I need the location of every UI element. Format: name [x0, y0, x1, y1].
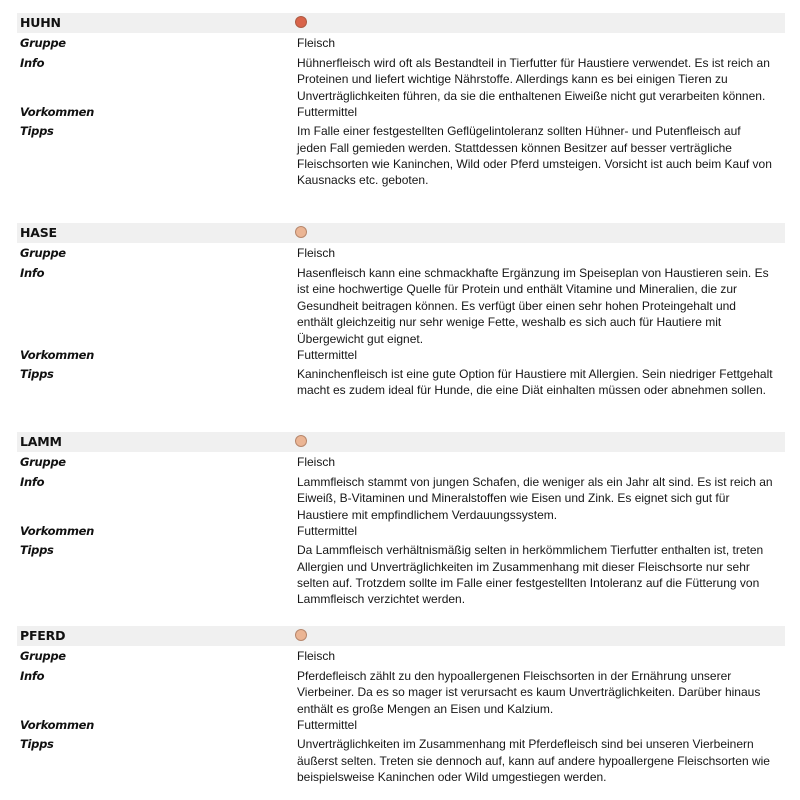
value-info: Lammfleisch stammt von jungen Schafen, die weniger als ein Jahr alt sind. Es ist reich an Eiweiß, B-Vitaminen und Mineralstoffen wie Eisen und Zink. Es eignet sich gut für Haustiere mit empfindlichem Verdauungssystem.: [297, 475, 773, 522]
row-vorkommen: [17, 347, 785, 363]
indicator-dot-icon: [295, 435, 307, 447]
label-tipps: Tipps: [20, 543, 54, 558]
value-tipps: Kaninchenfleisch ist eine gute Option für Haustiere mit Allergien. Sein niedriger Fettgehalt macht es zudem ideal für Hunde, die eine Diät einhalten müssen oder abnehmen sollen.: [297, 367, 773, 398]
entry-title: LAMM: [20, 434, 62, 449]
indicator-dot-icon: [295, 16, 307, 28]
label-info: Info: [20, 266, 45, 280]
row-tipps: [17, 120, 785, 189]
entry-hase: [17, 223, 785, 399]
row-tipps: [17, 363, 785, 399]
entry-header: [17, 626, 785, 646]
indicator-dot-icon: [295, 226, 307, 238]
entry-lamm: [17, 432, 785, 608]
value-gruppe: Fleisch: [297, 246, 336, 260]
row-info: [17, 665, 785, 717]
label-gruppe: Gruppe: [20, 455, 66, 469]
label-tipps: Tipps: [20, 737, 54, 752]
label-gruppe: Gruppe: [20, 649, 66, 663]
value-gruppe: Fleisch: [297, 36, 336, 50]
value-tipps: Im Falle einer festgestellten Geflügelintoleranz sollten Hühner- und Putenfleisch auf jeden Fall gemieden werden. Stattdessen können Besitzer auf besser verträgliche Fleischsorten wie Kaninchen, Wild oder Pferd umsteigen. Vorsicht ist auch beim Kauf von Kausnacks etc. geboten.: [297, 124, 772, 188]
label-info: Info: [20, 475, 45, 489]
row-tipps: [17, 539, 785, 608]
row-gruppe: [17, 452, 785, 471]
value-info: Hühnerfleisch wird oft als Bestandteil in Tierfutter für Haustiere verwendet. Es ist reich an Proteinen und liefert wichtige Nährstoffe. Allerdings kann es bei einigen Tieren zu Unverträglichkeiten führen, da sie die enthaltenen Eiweiße nicht gut verarbeiten können.: [297, 56, 770, 103]
label-tipps: Tipps: [20, 124, 54, 139]
row-info: [17, 471, 785, 523]
label-info: Info: [20, 669, 45, 683]
value-info: Pferdefleisch zählt zu den hypoallergenen Fleischsorten in der Ernährung unserer Vierbeiner. Da es so mager ist verursacht es kaum Unverträglichkeiten. Darüber hinaus enthält es große Mengen an Eisen und Kalzium.: [297, 669, 761, 716]
row-info: [17, 262, 785, 347]
row-gruppe: [17, 243, 785, 262]
indicator-dot-icon: [295, 629, 307, 641]
label-tipps: Tipps: [20, 367, 54, 382]
row-tipps: [17, 733, 785, 785]
row-info: [17, 52, 785, 104]
label-gruppe: Gruppe: [20, 246, 66, 260]
label-info: Info: [20, 56, 45, 70]
row-gruppe: [17, 646, 785, 665]
value-info: Hasenfleisch kann eine schmackhafte Ergänzung im Speiseplan von Haustieren sein. Es ist eine hochwertige Quelle für Protein und enthält Vitamine und Mineralien, die zur Gesundheit beitragen können. Es verfügt über einen sehr hohen Proteingehalt und enthält gleichzeitig nur sehr wenige Fette, weshalb es sich auch für Hautiere mit Übergewicht gut eignet.: [297, 266, 769, 346]
value-vorkommen: Futtermittel: [297, 524, 358, 539]
entry-pferd: [17, 626, 785, 785]
entry-huhn: [17, 13, 785, 189]
label-gruppe: Gruppe: [20, 36, 66, 50]
value-vorkommen: Futtermittel: [297, 105, 358, 120]
value-tipps: Da Lammfleisch verhältnismäßig selten in herkömmlichem Tierfutter enthalten ist, treten Allergien und Unverträglichkeiten im Zusammenhang mit dieser Fleischsorte nur sehr selten auf. Trotzdem sollte im Falle einer festgestellten Intoleranz auf die Fütterung von Lammfleisch verzichtet werden.: [297, 543, 764, 607]
label-vorkommen: Vorkommen: [20, 105, 95, 120]
row-gruppe: [17, 33, 785, 52]
entry-header: [17, 13, 785, 33]
value-vorkommen: Futtermittel: [297, 718, 358, 733]
entry-title: HASE: [20, 225, 57, 240]
entry-title: PFERD: [20, 628, 66, 643]
label-vorkommen: Vorkommen: [20, 718, 95, 733]
value-vorkommen: Futtermittel: [297, 348, 358, 363]
label-vorkommen: Vorkommen: [20, 524, 95, 539]
value-gruppe: Fleisch: [297, 455, 336, 469]
entry-header: [17, 223, 785, 243]
entry-title: HUHN: [20, 15, 61, 30]
row-vorkommen: [17, 104, 785, 120]
label-vorkommen: Vorkommen: [20, 348, 95, 363]
value-tipps: Unverträglichkeiten im Zusammenhang mit Pferdefleisch sind bei unseren Vierbeinern äußerst selten. Treten sie dennoch auf, kann auf andere hypoallergene Fleischsorten wie beispielsweise Kaninchen oder Wild umgestiegen werden.: [297, 737, 770, 785]
value-gruppe: Fleisch: [297, 649, 336, 663]
row-vorkommen: [17, 523, 785, 539]
entry-header: [17, 432, 785, 452]
row-vorkommen: [17, 717, 785, 733]
